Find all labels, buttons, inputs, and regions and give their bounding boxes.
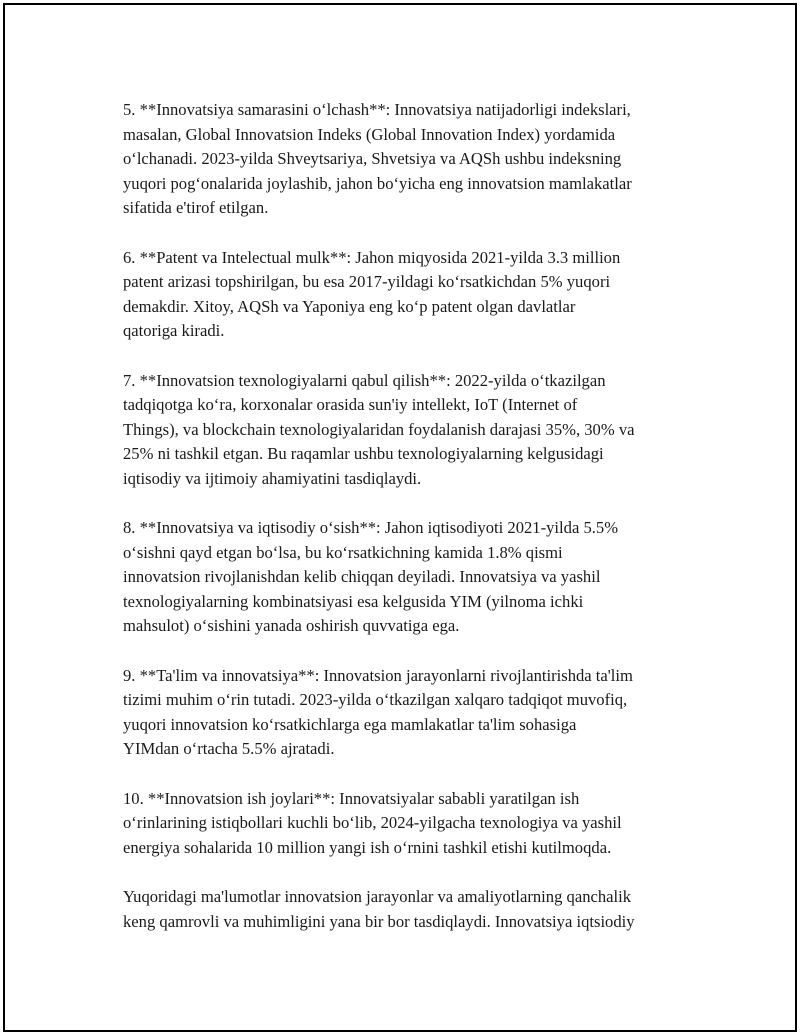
- text-line: oʻrinlarining istiqbollari kuchli boʻlib, 2024-yilgacha texnologiya va yashil: [123, 813, 622, 833]
- text-line: 5. **Innovatsiya samarasini oʻlchash**: Innovatsiya natijadorligi indekslari,: [123, 100, 631, 119]
- text-line: Yuqoridagi ma'lumotlar innovatsion jarayonlar va amaliyotlarning qanchalik: [123, 887, 632, 906]
- text-line: 9. **Ta'lim va innovatsiya**: Innovatsion jarayonlarni rivojlantirishda ta'lim: [123, 665, 633, 685]
- text-line: iqtisodiy va ijtimoiy ahamiyatini tasdiqlaydi.: [123, 468, 422, 488]
- text-line: sifatida e'tirof etilgan.: [123, 198, 269, 218]
- text-line: oʻsishni qayd etgan boʻlsa, bu koʻrsatkichning kamida 1.8% qismi: [123, 542, 563, 562]
- text-line: yuqori innovatsion koʻrsatkichlarga ega mamlakatlar ta'lim sohasiga: [123, 714, 577, 734]
- text-line: tadqiqotga koʻra, korxonalar orasida sun'iy intellekt, IoT (Internet of: [123, 395, 578, 415]
- text-line: 10. **Innovatsion ish joylari**: Innovatsiyalar sababli yaratilgan ish: [123, 788, 580, 808]
- paragraph-10-jobs: [123, 787, 713, 861]
- text-line: mahsulot) oʻsishini yanada oshirish quvvatiga ega.: [123, 616, 460, 636]
- paragraph-conclusion: [123, 885, 713, 934]
- paragraph-9-education: [123, 664, 713, 762]
- page-frame: [3, 3, 797, 1032]
- paragraph-7-technology-adoption: [123, 369, 713, 492]
- text-line: patent arizasi topshirilgan, bu esa 2017-yildagi koʻrsatkichdan 5% yuqori: [123, 272, 611, 292]
- text-line: 8. **Innovatsiya va iqtisodiy oʻsish**: Jahon iqtisodiyoti 2021-yilda 5.5%: [123, 518, 619, 538]
- text-line: tizimi muhim oʻrin tutadi. 2023-yilda oʻtkazilgan xalqaro tadqiqot muvofiq,: [123, 690, 628, 710]
- text-line: demakdir. Xitoy, AQSh va Yaponiya eng koʻp patent olgan davlatlar: [123, 296, 576, 316]
- text-line: energiya sohalarida 10 million yangi ish oʻrnini tashkil etishi kutilmoqda.: [123, 837, 612, 857]
- text-line: innovatsion rivojlanishdan kelib chiqqan deyiladi. Innovatsiya va yashil: [123, 567, 601, 587]
- text-line: 25% ni tashkil etgan. Bu raqamlar ushbu texnologiyalarning kelgusidagi: [123, 444, 604, 464]
- document-body: [123, 98, 713, 959]
- paragraph-8-economic-growth: [123, 516, 713, 639]
- text-line: 7. **Innovatsion texnologiyalarni qabul qilish**: 2022-yilda oʻtkazilgan: [123, 370, 606, 390]
- paragraph-6-patents: [123, 246, 713, 344]
- text-line: oʻlchanadi. 2023-yilda Shveytsariya, Shvetsiya va AQSh ushbu indeksning: [123, 149, 622, 169]
- text-line: Things), va blockchain texnologiyalaridan foydalanish darajasi 35%, 30% va: [123, 419, 635, 439]
- text-line: keng qamrovli va muhimligini yana bir bor tasdiqlaydi. Innovatsiya iqtsiodiy: [123, 911, 635, 931]
- paragraph-5-innovation-measurement: [123, 98, 713, 221]
- text-line: qatoriga kiradi.: [123, 321, 225, 341]
- text-line: yuqori pogʻonalarida joylashib, jahon boʻyicha eng innovatsion mamlakatlar: [123, 173, 632, 193]
- text-line: YIMdan oʻrtacha 5.5% ajratadi.: [123, 739, 335, 759]
- text-line: masalan, Global Innovatsion Indeks (Global Innovation Index) yordamida: [123, 124, 616, 144]
- text-line: texnologiyalarning kombinatsiyasi esa kelgusida YIM (yilnoma ichki: [123, 591, 584, 611]
- text-line: 6. **Patent va Intelectual mulk**: Jahon miqyosida 2021-yilda 3.3 million: [123, 247, 621, 267]
